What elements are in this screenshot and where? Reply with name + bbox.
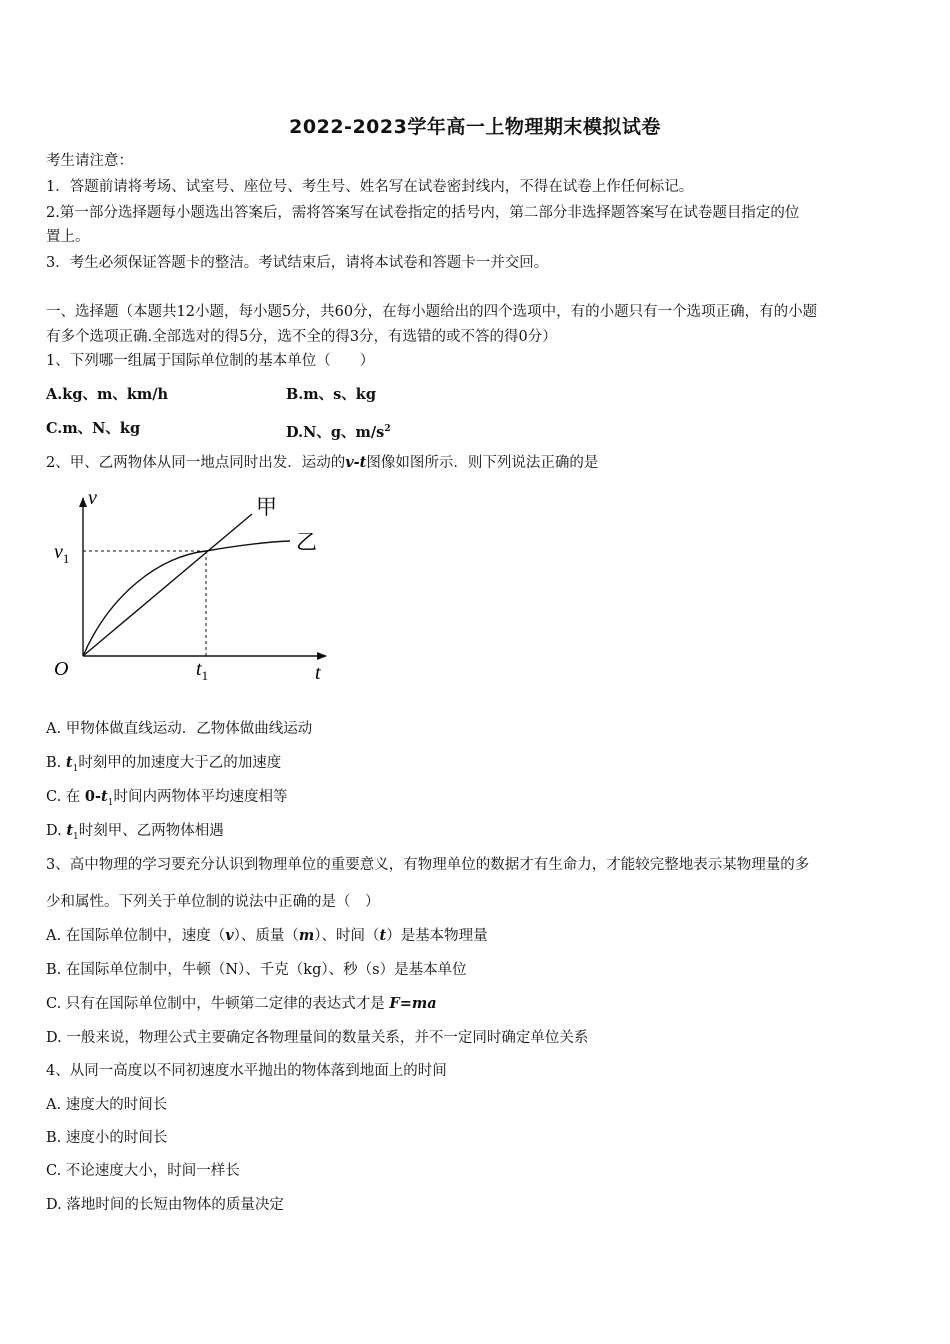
q1-stem: 1、下列哪一组属于国际单位制的基本单位（ ） <box>46 353 375 369</box>
curve-yi <box>83 541 290 656</box>
jia-label: 甲 <box>256 495 277 519</box>
q3-stem-line2: 少和属性。下列关于单位制的说法中正确的是（ ） <box>46 894 380 910</box>
q4-option-b: B. 速度小的时间长 <box>46 1130 168 1146</box>
q1-option-b: B.m、s、kg <box>286 386 376 403</box>
q2-option-a: A. 甲物体做直线运动．乙物体做曲线运动 <box>46 721 313 737</box>
notice-item-2: 2.第一部分选择题每小题选出答案后，需将答案写在试卷指定的括号内，第二部分非选择题答案写在试卷题目指定的位 <box>46 205 800 221</box>
v1-label: $v_1$ <box>54 541 70 566</box>
q1-option-a: A.kg、m、km/h <box>46 386 169 403</box>
q4-stem: 4、从同一高度以不同初速度水平抛出的物体落到地面上的时间 <box>46 1063 447 1079</box>
q4-option-c: C. 不论速度大小，时间一样长 <box>46 1163 240 1179</box>
notice-heading: 考生请注意： <box>46 153 133 169</box>
yi-label: 乙 <box>296 530 317 554</box>
q2-vt-graph <box>50 484 340 689</box>
q3-option-b: B. 在国际单位制中，牛顿（N）、千克（kg）、秒（s）是基本单位 <box>46 962 467 978</box>
t1-label: $t_1$ <box>196 658 209 683</box>
q1-options-row1 <box>46 385 908 405</box>
q2-stem: 2、甲、乙两物体从同一地点同时出发．运动的v-t图像如图所示．则下列说法正确的是 <box>46 454 599 471</box>
section-intro-line1: 一、选择题（本题共12小题，每小题5分，共60分，在每小题给出的四个选项中，有的小题只有一个选项正确，有的小题 <box>46 304 818 320</box>
notice-item-3: 3．考生必须保证答题卡的整洁。考试结束后，请将本试卷和答题卡一并交回。 <box>46 255 549 271</box>
q1-option-d: D.N、g、$m/s^2$ <box>286 423 391 441</box>
line-jia <box>83 514 252 656</box>
q3-option-a: A. 在国际单位制中，速度（v）、质量（m）、时间（t）是基本物理量 <box>46 927 488 944</box>
v-axis-label: v <box>88 487 97 509</box>
q4-option-d: D. 落地时间的长短由物体的质量决定 <box>46 1197 284 1213</box>
q2-option-b: B. $t_1$时刻甲的加速度大于乙的加速度 <box>46 754 282 774</box>
notice-item-2-cont: 置上。 <box>46 229 90 245</box>
page-title: 2022-2023学年高一上物理期末模拟试卷 <box>289 116 661 138</box>
q2-option-c: C. 在 $0-t_1$时间内两物体平均速度相等 <box>46 788 288 808</box>
q3-stem-line1: 3、高中物理的学习要充分认识到物理单位的重要意义，有物理单位的数据才有生命力，才能较完整地表示某物理量的多 <box>46 857 810 873</box>
t-axis-label: t <box>315 662 321 684</box>
q3-option-c: C. 只有在国际单位制中，牛顿第二定律的表达式才是 F=ma <box>46 995 437 1012</box>
notice-item-1: 1．答题前请将考场、试室号、座位号、考生号、姓名写在试卷密封线内，不得在试卷上作任何标记。 <box>46 179 694 195</box>
origin-label: O <box>54 658 69 680</box>
q3-option-d: D. 一般来说，物理公式主要确定各物理量间的数量关系，并不一定同时确定单位关系 <box>46 1030 589 1046</box>
q1-options-row2 <box>46 419 908 439</box>
q1-option-c: C.m、N、kg <box>46 420 141 437</box>
q4-option-a: A. 速度大的时间长 <box>46 1097 168 1113</box>
q2-option-d: D. $t_1$时刻甲、乙两物体相遇 <box>46 822 224 842</box>
section-intro-line2: 有多个选项正确.全部选对的得5分，选不全的得3分，有选错的或不答的得0分） <box>46 329 557 345</box>
